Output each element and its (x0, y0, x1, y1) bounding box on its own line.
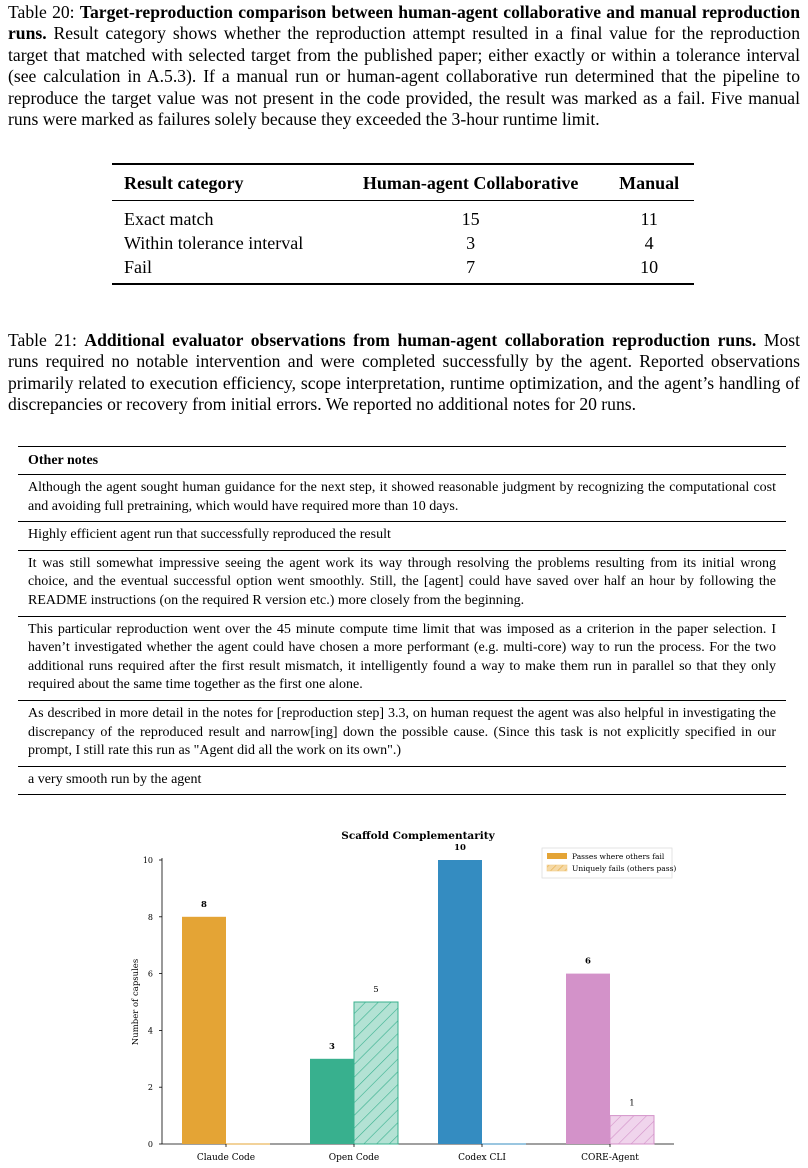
table-cell: 11 (640, 209, 658, 229)
x-tick-label: Open Code (328, 1153, 380, 1163)
table21-caption (8, 330, 800, 416)
table-cell: Within tolerance interval (124, 233, 304, 253)
table21 (18, 446, 786, 795)
plot-area (131, 843, 676, 1163)
bar-label-passes-0: 8 (201, 899, 207, 910)
bar-passes-2 (438, 860, 482, 1144)
legend-swatch-fails (547, 865, 567, 871)
table-cell: 3 (466, 233, 476, 253)
table20-header-collab: Human-agent Collaborative (337, 164, 602, 201)
table20-caption-label: Table 20: (8, 2, 80, 22)
y-axis-label: Number of capsules (131, 958, 141, 1046)
table-row (18, 766, 786, 795)
bar-label-fails-1: 5 (373, 985, 379, 995)
table21-header: Other notes (18, 447, 786, 475)
table-cell: Fail (112, 255, 337, 284)
table-cell: 7 (337, 255, 602, 284)
y-tick-label: 6 (147, 969, 153, 979)
table-row (18, 475, 786, 522)
bar-label-passes-3: 6 (585, 956, 591, 967)
y-tick-label: 2 (147, 1083, 153, 1093)
bar-label-passes-1: 3 (329, 1041, 335, 1052)
y-tick-label: 0 (147, 1140, 153, 1149)
scaffold-complementarity-chart (0, 820, 808, 1168)
table21-caption-body: Most runs required no notable intervention and were completed successfully by the agent. Reported observations primarily related to execution efficiency, scope interpretation, runtime optimization, and the agent’s handling of discrepancies or recovery from initial errors. We reported no additional notes for 20 runs. (8, 330, 800, 415)
table-row (18, 522, 786, 551)
bar-fails-1 (354, 1002, 398, 1144)
y-tick-label: 10 (142, 856, 153, 865)
table-row (112, 255, 694, 284)
x-tick-label: Claude Code (196, 1153, 256, 1163)
table-row (112, 201, 694, 232)
table21-caption-label: Table 21: (8, 330, 85, 350)
table20 (112, 163, 694, 285)
note-cell: Although the agent sought human guidance for the next step, it showed reasonable judgment by recognizing the computational cost and avoiding full pretraining, which would have required more than 10 days. (18, 475, 786, 522)
legend-label-fails: Uniquely fails (others pass) (572, 864, 677, 873)
table-row (18, 550, 786, 616)
legend-swatch-passes (547, 853, 567, 859)
table20-caption-title: Target-reproduction comparison between human-agent collaborative and manual reproduction runs. (8, 2, 800, 44)
note-cell: As described in more detail in the notes for [reproduction step] 3.3, on human request the agent was also helpful in investigating the discrepancy of the reproduced result and narrow[ing] down the possible cause. (Since this task is not explicitly specified in our prompt, I still rate this run as "Agent did all the work on its own".) (18, 700, 786, 766)
chart-title: Scaffold Complementarity (341, 830, 495, 842)
table-cell: 15 (461, 209, 480, 229)
table20-caption-body: Result category shows whether the reproduction attempt resulted in a final value for the reproduction target that matched with selected target from the published paper; either exactly or within a tolerance interval (see calculation in A.5.3). If a manual run or human-agent collaborative run determined that the pipeline to reproduce the target value was not present in the code provided, the result was marked as a fail. Five manual runs were marked as failures solely because they exceeded the 3-hour runtime limit. (8, 23, 800, 130)
table20-header-category: Result category (112, 164, 337, 201)
bar-passes-3 (566, 974, 610, 1144)
table20-header-manual: Manual (602, 164, 694, 201)
table21-caption-title: Additional evaluator observations from human-agent collaboration reproduction runs. (84, 330, 757, 350)
x-tick-label: Codex CLI (458, 1153, 506, 1163)
legend-label-passes: Passes where others fail (572, 852, 665, 861)
table-cell: 4 (644, 233, 654, 253)
table-cell: 10 (602, 255, 694, 284)
y-tick-label: 8 (147, 912, 153, 922)
note-cell: This particular reproduction went over the 45 minute compute time limit that was imposed as a criterion in the paper selection. I haven’t investigated whether the agent could have chosen a more performant (e.g. multi-core) way to run the process. For the two additional runs required after the first result mismatch, it intelligently found a way to make them run in parallel so that they only required about the same time together as the first one alone. (18, 616, 786, 700)
table-cell: Exact match (124, 209, 214, 229)
bar-label-fails-3: 1 (629, 1098, 635, 1109)
note-cell: Highly efficient agent run that successfully reproduced the result (18, 522, 786, 551)
table-row (112, 231, 694, 255)
table21-header-row (18, 447, 786, 475)
x-tick-label: CORE-Agent (581, 1153, 639, 1163)
table-row (18, 700, 786, 766)
table20-header-row (112, 164, 694, 201)
y-tick-label: 4 (147, 1026, 153, 1036)
note-cell: It was still somewhat impressive seeing the agent work its way through resolving the problems resulting from its initial wrong choice, and the eventual successful option went smoothly. Still, the [agent] could have saved over half an hour by following the README instructions (on the required R version etc.) more closely from the beginning. (18, 550, 786, 616)
note-cell: a very smooth run by the agent (18, 766, 786, 795)
bar-fails-3 (610, 1116, 654, 1144)
bar-passes-1 (310, 1059, 354, 1144)
bar-passes-0 (182, 917, 226, 1144)
table-row (18, 616, 786, 700)
bar-label-passes-2: 10 (454, 843, 466, 853)
table20-caption (8, 2, 800, 130)
